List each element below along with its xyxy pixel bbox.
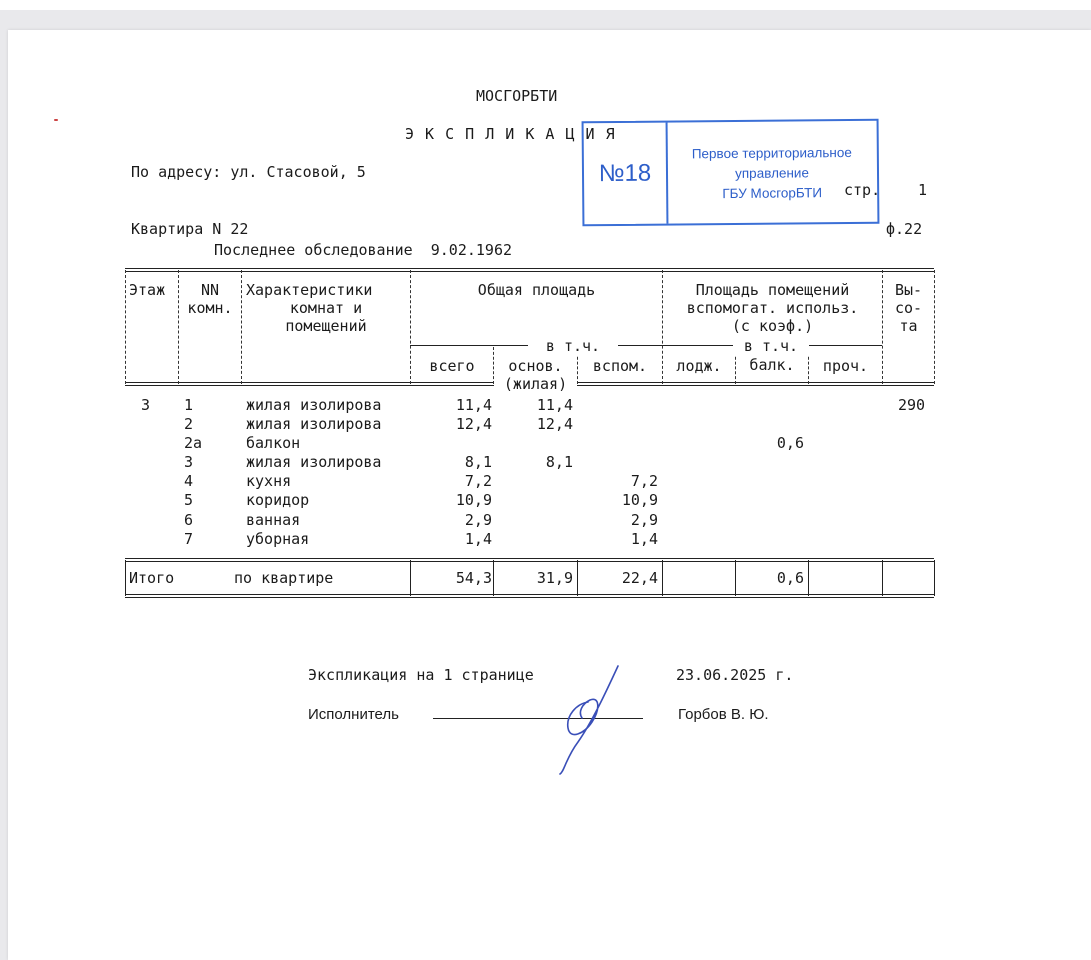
- red-mark: [54, 119, 58, 121]
- cell-name: жилая изолирова: [246, 396, 382, 414]
- header-incl-2: в т.ч.: [733, 337, 809, 355]
- document-page: [8, 30, 1091, 960]
- footer-pages: Экспликация на 1 странице: [308, 666, 534, 684]
- cell-nn: 5: [184, 491, 194, 509]
- header-aux-area-3: (с коэф.): [731, 317, 814, 335]
- cell-main: 8,1: [545, 453, 573, 471]
- header-aux-area: Площадь помещений: [695, 281, 850, 299]
- header-characteristics-3: помещений: [285, 317, 367, 335]
- address: По адресу: ул. Стасовой, 5: [131, 163, 366, 181]
- cell-name: кухня: [246, 472, 292, 490]
- cell-main: 12,4: [536, 415, 573, 433]
- header-all: всего: [429, 357, 475, 375]
- cell-name: жилая изолирова: [246, 453, 382, 471]
- totals-total: 54,3: [455, 569, 492, 587]
- header-main-living: (жилая): [494, 375, 577, 393]
- cell-aux: 2,9: [630, 511, 658, 529]
- header-characteristics-2: комнат и: [289, 299, 363, 317]
- stamp-line-1: Первое территориальное: [691, 144, 852, 162]
- cell-total: 8,1: [464, 453, 492, 471]
- cell-total: 10,9: [455, 491, 492, 509]
- form-number: ф.22: [886, 220, 923, 238]
- header-characteristics: Характеристики: [246, 281, 373, 299]
- cell-nn: 4: [184, 472, 194, 490]
- header-aux-area-2: вспомогат. использ.: [686, 299, 859, 317]
- cell-total: 12,4: [455, 415, 492, 433]
- header-height: Вы-: [894, 281, 923, 299]
- totals-label: Итого: [129, 569, 175, 587]
- header-balcony: балк.: [749, 356, 795, 374]
- header-nn: NN: [200, 281, 220, 299]
- last-survey: Последнее обследование 9.02.1962: [214, 241, 513, 259]
- stamp-line-2: управление: [735, 165, 809, 181]
- cell-name: уборная: [246, 530, 310, 548]
- cell-name: жилая изолирова: [246, 415, 382, 433]
- cell-nn: 2: [184, 415, 194, 433]
- cell-aux: 10,9: [621, 491, 658, 509]
- cell-aux: 1,4: [630, 530, 658, 548]
- cell-name: ванная: [246, 511, 301, 529]
- header-nn-rooms: комн.: [187, 299, 233, 317]
- cell-nn: 2а: [184, 434, 203, 452]
- stamp-line-3: ГБУ МосгорБТИ: [722, 185, 823, 202]
- executor-name: Горбов В. Ю.: [678, 706, 769, 723]
- cell-height: 290: [898, 396, 926, 414]
- header-loggia: лодж.: [676, 357, 722, 375]
- header-other: проч.: [822, 357, 869, 375]
- executor-label: Исполнитель: [308, 706, 399, 723]
- footer-date: 23.06.2025 г.: [676, 666, 794, 684]
- header-total-area: Общая площадь: [477, 281, 596, 299]
- header-aux: вспом.: [592, 357, 648, 375]
- window-top-strip: [0, 0, 1091, 10]
- stamp-number: №18: [598, 159, 652, 188]
- page-label: стр.: [844, 181, 881, 199]
- cell-main: 11,4: [536, 396, 573, 414]
- totals-main: 31,9: [536, 569, 573, 587]
- signature-icon: [548, 662, 628, 777]
- document-title: Э К С П Л И К А Ц И Я: [405, 125, 616, 143]
- totals-label-2: по квартире: [234, 569, 334, 587]
- totals-balcony: 0,6: [776, 569, 804, 587]
- page-number: 1: [918, 181, 928, 199]
- cell-nn: 6: [184, 511, 194, 529]
- cell-total: 7,2: [464, 472, 492, 490]
- stamp-text: [672, 143, 873, 205]
- cell-balcony: 0,6: [776, 434, 804, 452]
- cell-aux: 7,2: [630, 472, 658, 490]
- cell-name: балкон: [246, 434, 301, 452]
- cell-total: 11,4: [455, 396, 492, 414]
- totals-aux: 22,4: [621, 569, 658, 587]
- cell-total: 1,4: [464, 530, 492, 548]
- header-main: основ.: [508, 357, 563, 375]
- header-height-3: та: [899, 317, 918, 335]
- cell-floor: 3: [141, 396, 151, 414]
- apartment-number: Квартира N 22: [131, 220, 249, 238]
- bti-stamp: [582, 119, 880, 227]
- cell-name: коридор: [246, 491, 310, 509]
- header-floor: Этаж: [129, 281, 166, 299]
- cell-nn: 3: [184, 453, 194, 471]
- org-name: МОСГОРБТИ: [476, 87, 558, 105]
- cell-total: 2,9: [464, 511, 492, 529]
- cell-nn: 1: [184, 396, 194, 414]
- header-height-2: со-: [894, 299, 923, 317]
- cell-nn: 7: [184, 530, 194, 548]
- header-incl: в т.ч.: [528, 337, 618, 355]
